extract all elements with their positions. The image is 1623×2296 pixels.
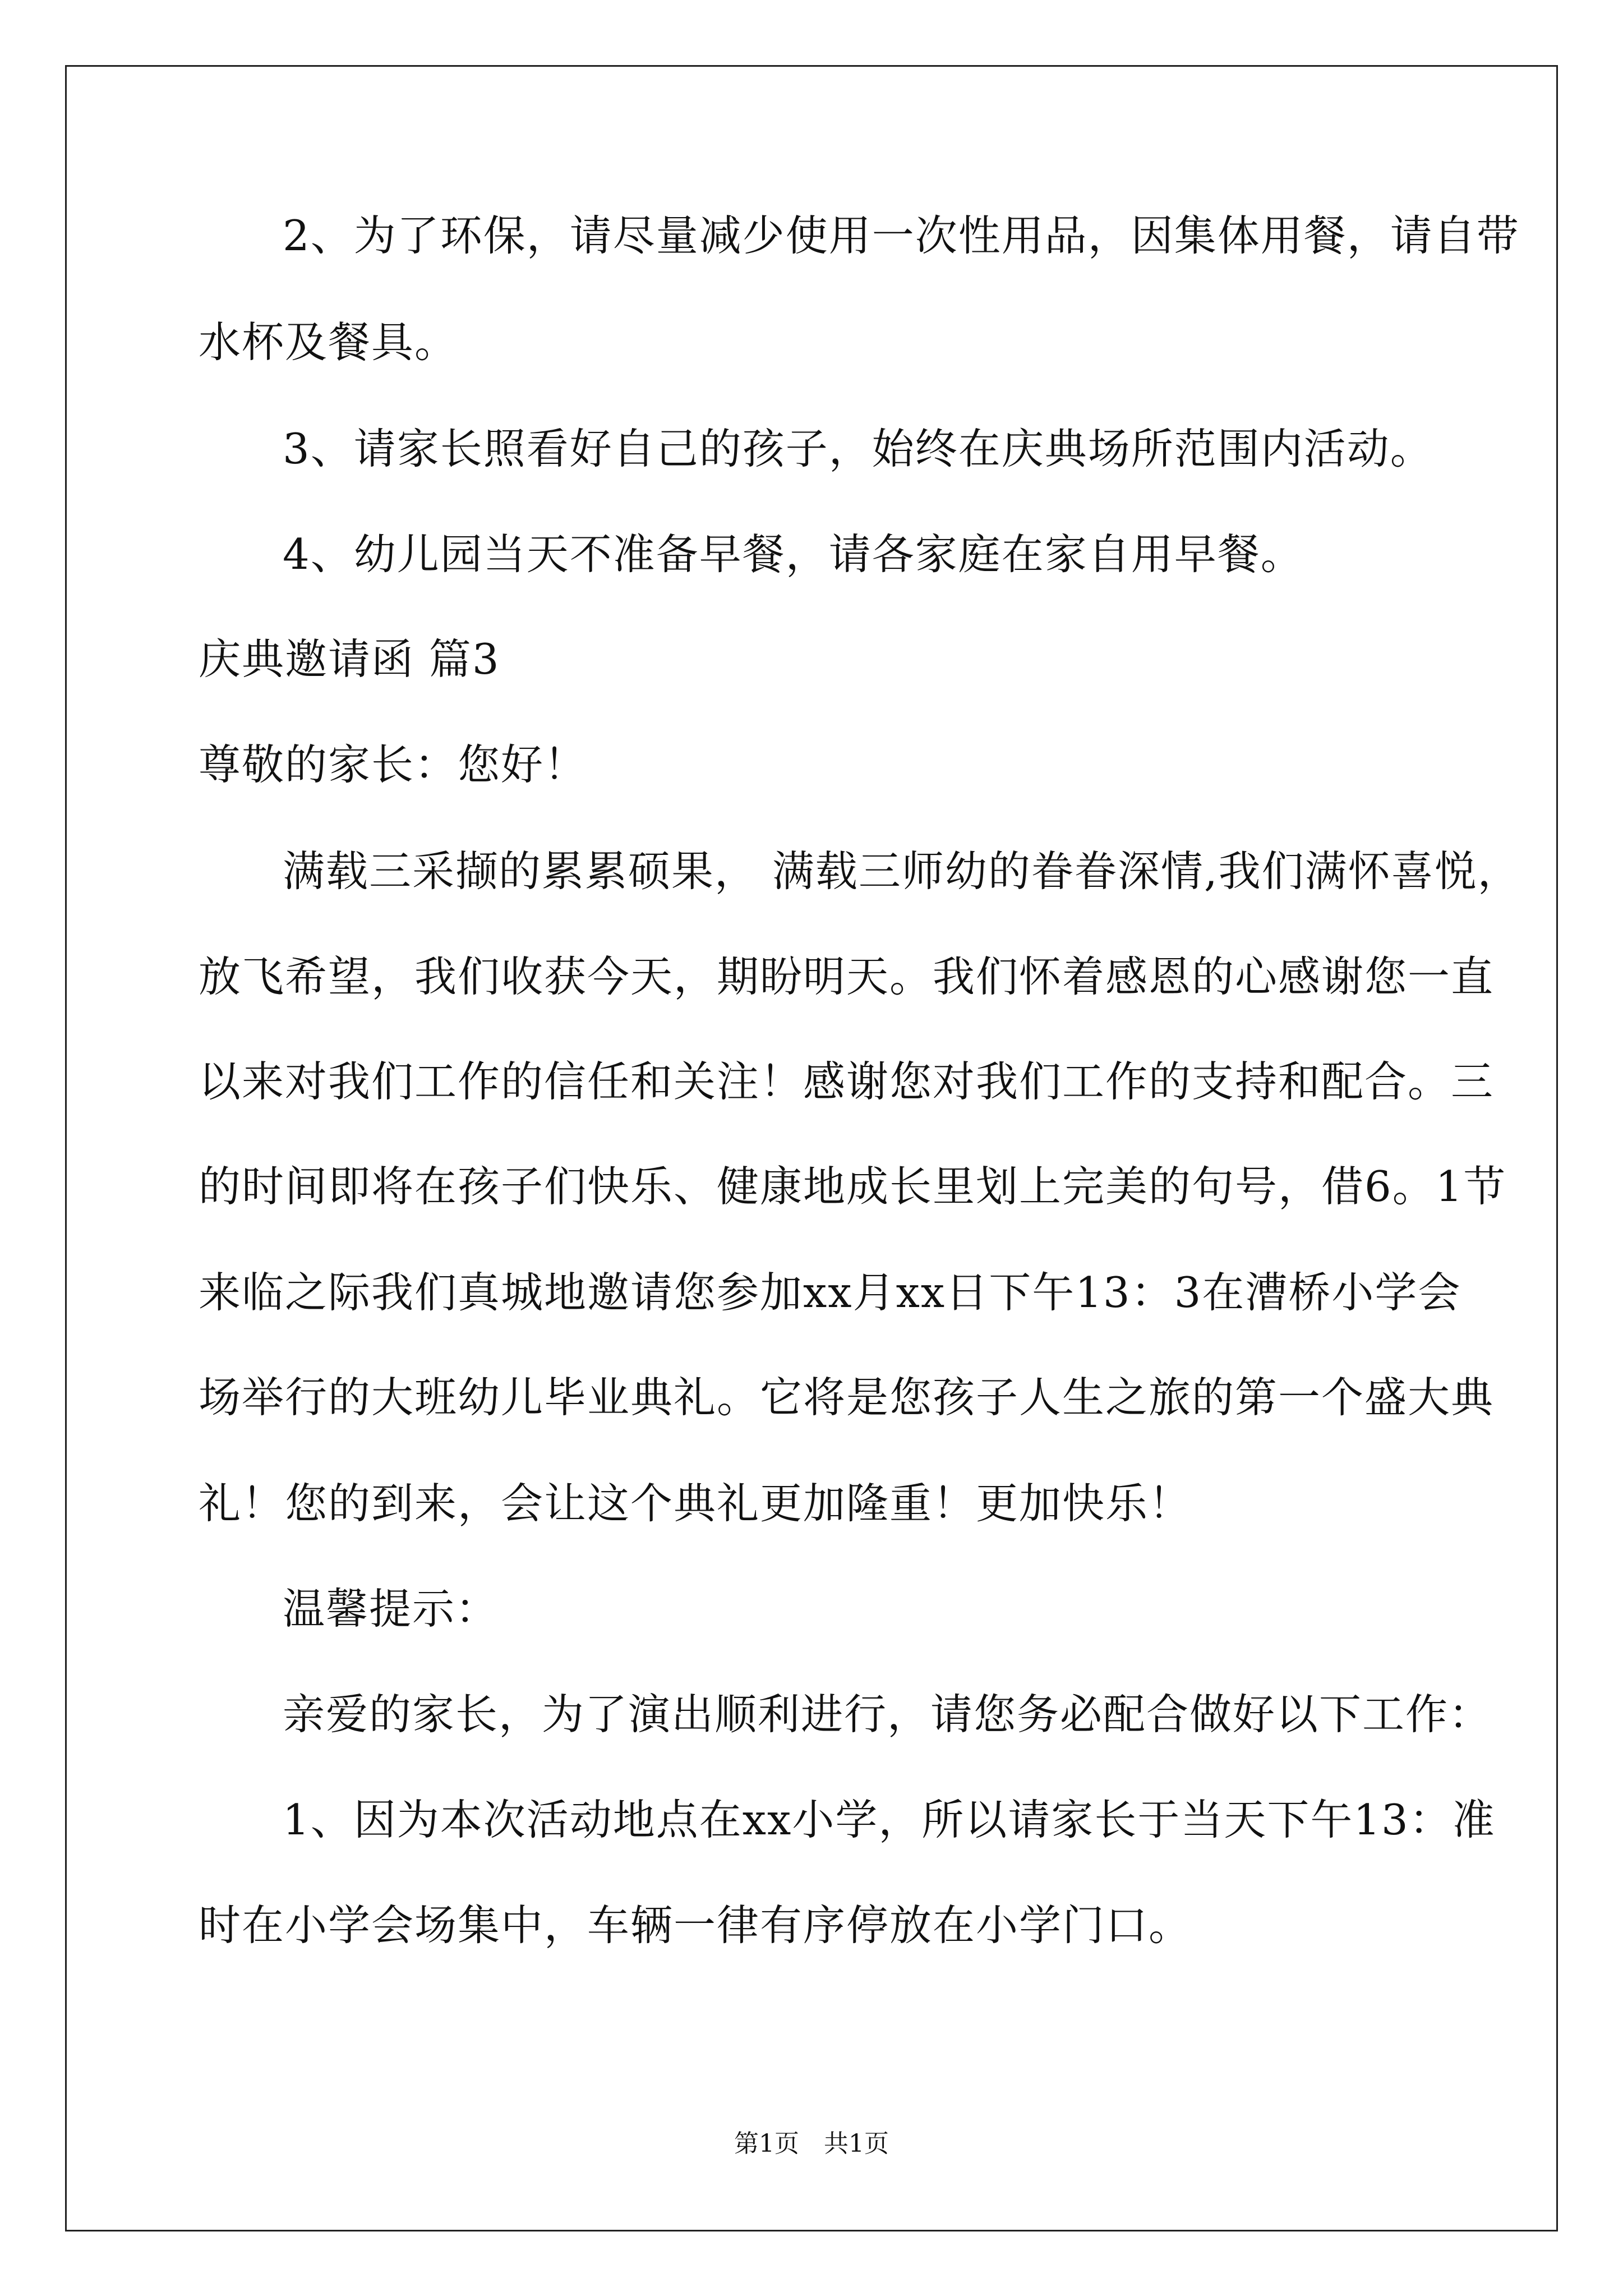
paragraph-line-13: 礼！您的到来，会让这个典礼更加隆重！更加快乐！ [199, 1479, 1192, 1528]
paragraph-line-8: 放飞希望，我们收获今天，期盼明天。我们怀着感恩的心感谢您一直 [199, 952, 1495, 1001]
paragraph-line-2: 水杯及餐具。 [199, 318, 458, 367]
paragraph-line-17: 时在小学会场集中，车辆一律有序停放在小学门口。 [199, 1901, 1192, 1950]
section-heading: 庆典邀请函 篇3 [199, 634, 500, 684]
paragraph-line-10: 的时间即将在孩子们快乐、健康地成长里划上完美的句号，借6。1节 [199, 1162, 1507, 1211]
paragraph-line-11: 来临之际我们真城地邀请您参加xx月xx日下午13：3在漕桥小学会 [199, 1268, 1461, 1317]
salutation: 尊敬的家长：您好！ [199, 740, 588, 789]
paragraph-line-15: 亲爱的家长，为了演出顺利进行，请您务必配合做好以下工作： [283, 1690, 1492, 1739]
paragraph-line-9: 以来对我们工作的信任和关注！感谢您对我们工作的支持和配合。三 [199, 1057, 1495, 1106]
paragraph-line-12: 场举行的大班幼儿毕业典礼。它将是您孩子人生之旅的第一个盛大典 [199, 1373, 1495, 1422]
tips-heading: 温馨提示： [283, 1584, 499, 1634]
paragraph-line-1: 2、为了环保，请尽量减少使用一次性用品，因集体用餐，请自带 [283, 211, 1520, 260]
paragraph-line-3: 3、请家长照看好自己的孩子，始终在庆典场所范围内活动。 [283, 424, 1433, 473]
paragraph-line-16: 1、因为本次活动地点在xx小学，所以请家长于当天下午13：准 [283, 1795, 1496, 1844]
paragraph-line-4: 4、幼儿园当天不准备早餐，请各家庭在家自用早餐。 [283, 530, 1304, 579]
paragraph-line-7: 满载三采撷的累累硕果， 满载三师幼的眷眷深情,我们满怀喜悦， [283, 846, 1521, 896]
page-number-footer: 第1页 共1页 [734, 2129, 889, 2158]
